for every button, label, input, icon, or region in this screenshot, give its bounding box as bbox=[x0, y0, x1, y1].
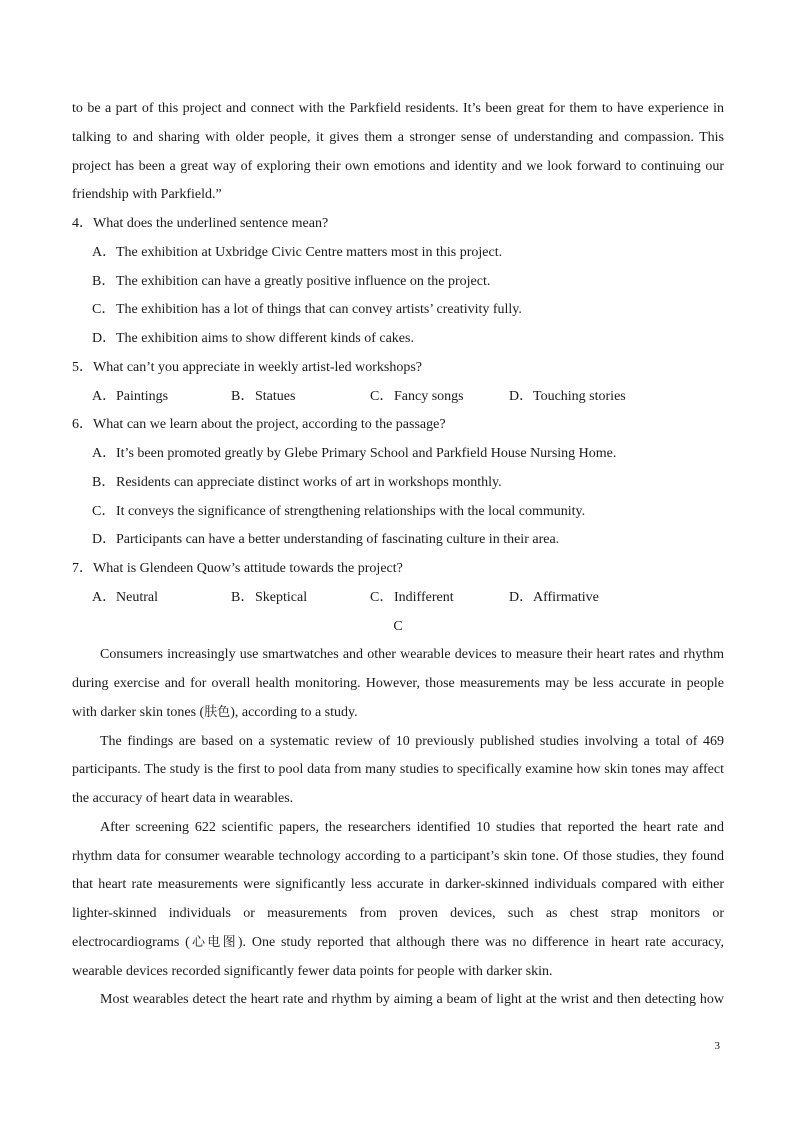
options-row bbox=[92, 383, 724, 412]
text-line: to be a part of this project and connect with the Parkfield residents. It’s been great for them to have experience in bbox=[72, 101, 724, 116]
question-6 bbox=[72, 411, 724, 555]
text-line: with darker skin tones (肤色), according to a study. bbox=[72, 704, 358, 720]
option-c: C．Indifferent bbox=[370, 589, 454, 605]
option-b: B．Residents can appreciate distinct works of art in workshops monthly. bbox=[92, 474, 502, 490]
option-b: B．Statues bbox=[231, 388, 296, 404]
text-line: electrocardiograms (心电图). One study reported that although there was no difference in heart rate accuracy, bbox=[72, 934, 724, 950]
text-line: lighter-skinned individuals or measurements from proven devices, such as chest strap monitors or bbox=[72, 906, 724, 921]
question-5 bbox=[72, 354, 724, 412]
passage-c-paragraph-3 bbox=[72, 814, 724, 987]
option-a: A．Neutral bbox=[92, 589, 158, 605]
text-line: Consumers increasingly use smartwatches and other wearable devices to measure their heart rates and rhythm bbox=[100, 647, 724, 663]
option-d: D．Participants can have a better understanding of fascinating culture in their area. bbox=[92, 532, 560, 548]
question-stem: 7．What is Glendeen Quow’s attitude towards the project? bbox=[72, 561, 403, 576]
passage-c-paragraph-1 bbox=[72, 641, 724, 727]
page-number: 3 bbox=[714, 1040, 720, 1052]
passage-c-paragraph-2 bbox=[72, 728, 724, 814]
text-line: talking to and sharing with older people, it gives them a stronger sense of understanding and compassion. This bbox=[72, 129, 724, 145]
question-stem: 6．What can we learn about the project, according to the passage? bbox=[72, 417, 446, 433]
question-stem: 5．What can’t you appreciate in weekly artist-led workshops? bbox=[72, 359, 423, 375]
section-heading: C bbox=[393, 618, 403, 634]
option-d: D．Touching stories bbox=[509, 388, 626, 404]
text-line: that heart rate measurements were significantly less accurate in darker-skinned individuals compared with either bbox=[72, 877, 724, 893]
option-c: C．Fancy songs bbox=[370, 388, 464, 404]
option-c: C．The exhibition has a lot of things that can convey artists’ creativity fully. bbox=[92, 302, 522, 318]
text-line: After screening 622 scientific papers, the researchers identified 10 studies that reported the heart rate and bbox=[100, 819, 724, 835]
option-b: B．Skeptical bbox=[231, 589, 308, 605]
options-row bbox=[92, 584, 724, 613]
option-a: A．The exhibition at Uxbridge Civic Centre matters most in this project. bbox=[92, 244, 503, 260]
question-7 bbox=[72, 555, 724, 613]
text-line: friendship with Parkfield.” bbox=[72, 187, 222, 203]
text-line: project has been a great way of exploring their own emotions and identity and we look forward to continuing our bbox=[72, 158, 724, 174]
option-b: B．The exhibition can have a greatly positive influence on the project. bbox=[92, 273, 491, 289]
passage-c-paragraph-4 bbox=[72, 986, 724, 1015]
text-line: the accuracy of heart data in wearables. bbox=[72, 791, 294, 806]
text-line: rhythm data for consumer wearable technology according to a participant’s skin tone. Of those studies, they found bbox=[72, 848, 724, 864]
text-line: participants. The study is the first to pool data from many studies to specifically examine how skin tones may affect bbox=[72, 762, 724, 778]
text-line: during exercise and for overall health monitoring. However, those measurements may be less accurate in people bbox=[72, 676, 724, 691]
passage-b-ending bbox=[72, 95, 724, 210]
option-c: C．It conveys the significance of strengthening relationships with the local community. bbox=[92, 503, 586, 519]
option-d: D．The exhibition aims to show different kinds of cakes. bbox=[92, 331, 414, 346]
option-d: D．Affirmative bbox=[509, 589, 599, 605]
option-a: A．It’s been promoted greatly by Glebe Primary School and Parkfield House Nursing Home. bbox=[92, 446, 617, 461]
question-stem: 4．What does the underlined sentence mean? bbox=[72, 216, 329, 231]
text-line: The findings are based on a systematic review of 10 previously published studies involving a total of 469 bbox=[100, 733, 724, 749]
page-content bbox=[72, 95, 724, 1015]
text-line: wearable devices recorded significantly fewer data points for people with darker skin. bbox=[72, 963, 553, 979]
text-line: Most wearables detect the heart rate and rhythm by aiming a beam of light at the wrist and then detecting how bbox=[100, 992, 724, 1008]
option-a: A．Paintings bbox=[92, 388, 169, 404]
question-4 bbox=[72, 210, 724, 354]
